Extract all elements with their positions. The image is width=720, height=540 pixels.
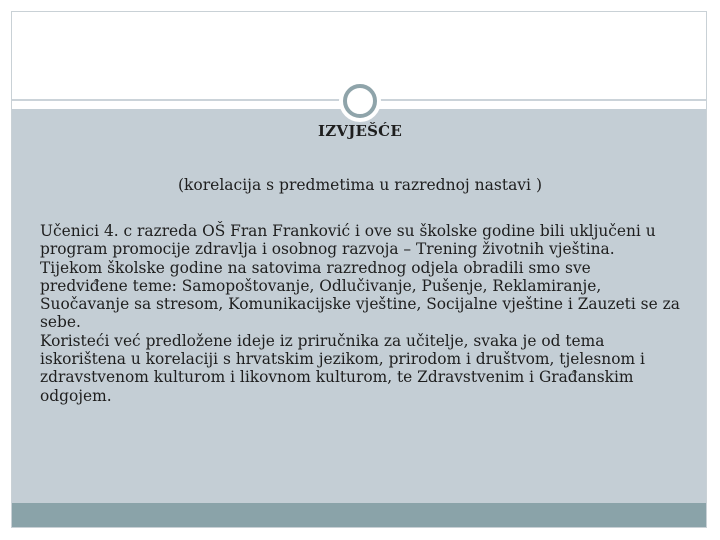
paragraph-2: Koristeći već predložene ideje iz priručnika za učitelje, svaka je od tema iskorištena u korelaciji s hrvatskim jezikom, prirodom i društvom, tjelesnom i zdravstvenom kulturom i likovnom kulturom, te Zdravstvenim i Građanskim odgojem.: [40, 331, 645, 405]
slide-title: IZVJEŠĆE: [318, 122, 402, 140]
circle-ring-icon: [339, 80, 381, 122]
footer-bar: [12, 503, 706, 527]
body-text: [40, 222, 680, 405]
ring-shape: [343, 84, 377, 118]
slide-subtitle: (korelacija s predmetima u razrednoj nastavi ): [177, 176, 542, 194]
paragraph-1: Učenici 4. c razreda OŠ Fran Franković i ove su školske godine bili uključeni u program promocije zdravlja i osobnog razvoja – Trening životnih vještina. Tijekom školske godine na satovima razrednog odjela obradili smo sve predviđene teme: Samopoštovanje, Odlučivanje, Pušenje, Reklamiranje, Suočavanje sa stresom, Komunikacijske vještine, Socijalne vještine i Zauzeti se za sebe.: [40, 222, 680, 332]
